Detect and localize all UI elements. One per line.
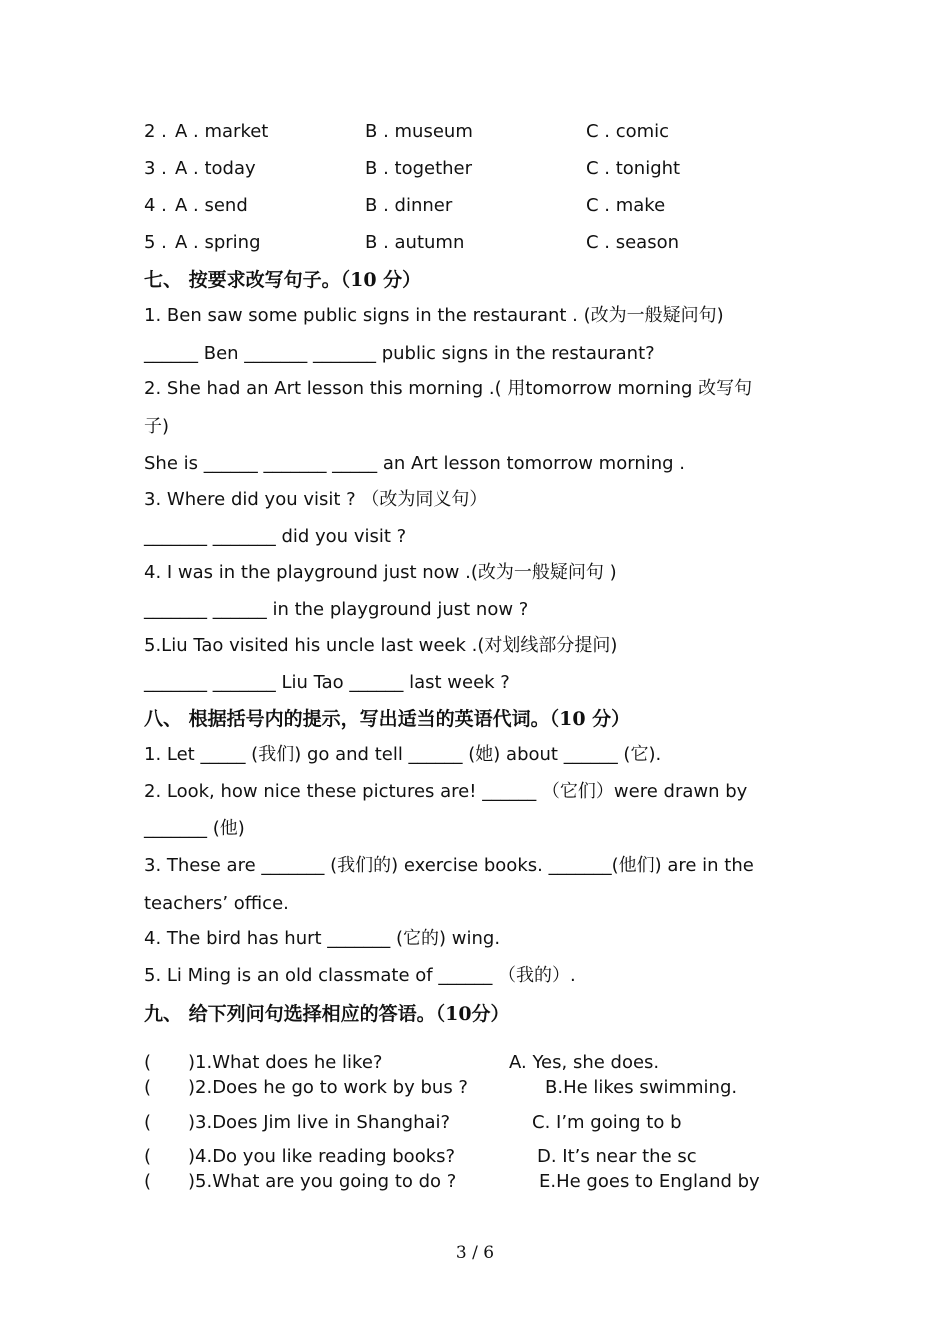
choice-option-c: C . comic (586, 121, 670, 142)
choice-option-b: B . together (365, 158, 473, 179)
section-8-line: 4. The bird has hurt _______ (它的) wing. (144, 928, 501, 949)
section-7-line: She is ______ _______ _____ an Art lesson tomorrow morning . (144, 453, 686, 474)
choice-number: 4 . (144, 195, 167, 216)
section-7-line: 5.Liu Tao visited his uncle last week .(对划线部分提问) (144, 635, 618, 656)
section-7-line: 2. She had an Art lesson this morning .( 用tomorrow morning 改写句 (144, 378, 753, 399)
section-8-line: 5. Li Ming is an old classmate of ______ （我的）. (144, 965, 576, 986)
choice-option-b: B . autumn (365, 232, 465, 253)
choice-option-c: C . season (586, 232, 680, 253)
section-7-line: 3. Where did you visit ? （改为同义句） (144, 489, 488, 510)
answer-paren: ( (144, 1052, 152, 1073)
section-7-line: _______ ______ in the playground just now ? (144, 599, 529, 620)
answer-paren: ( (144, 1146, 152, 1167)
answer-option: A. Yes, she does. (509, 1052, 660, 1073)
answer-paren: ( (144, 1112, 152, 1133)
question-text: )3.Does Jim live in Shanghai? (188, 1112, 451, 1133)
section-7-line: 1. Ben saw some public signs in the restaurant . (改为一般疑问句) (144, 305, 724, 326)
section-9-heading: 九、 给下列问句选择相应的答语。（10分） (144, 1003, 510, 1025)
section-7-line: _______ _______ did you visit ? (144, 526, 407, 547)
question-text: )1.What does he like? (188, 1052, 383, 1073)
choice-option-c: C . make (586, 195, 666, 216)
answer-option: D. It’s near the sc (537, 1146, 697, 1167)
section-8-line: 1. Let _____ (我们) go and tell ______ (她) about ______ (它). (144, 744, 662, 765)
page-number: 3 / 6 (455, 1243, 495, 1263)
choice-option-a: A . today (175, 158, 256, 179)
section-8-line: 2. Look, how nice these pictures are! ______ （它们）were drawn by (144, 781, 748, 802)
question-text: )4.Do you like reading books? (188, 1146, 456, 1167)
answer-paren: ( (144, 1077, 152, 1098)
section-8-heading: 八、 根据括号内的提示，写出适当的英语代词。（10 分） (144, 708, 631, 730)
answer-paren: ( (144, 1171, 152, 1192)
question-text: )5.What are you going to do ? (188, 1171, 457, 1192)
choice-option-a: A . send (175, 195, 248, 216)
choice-option-c: C . tonight (586, 158, 681, 179)
choice-option-b: B . dinner (365, 195, 453, 216)
choice-number: 5 . (144, 232, 167, 253)
section-7-line: ______ Ben _______ _______ public signs in the restaurant? (144, 343, 655, 364)
section-7-line: 4. I was in the playground just now .(改为一般疑问句 ) (144, 562, 617, 583)
choice-option-b: B . museum (365, 121, 473, 142)
section-7-heading: 七、 按要求改写句子。（10 分） (144, 269, 422, 291)
section-8-line: _______ (他) (144, 818, 245, 839)
section-8-line: teachers’ office. (144, 893, 289, 914)
section-7-line: _______ _______ Liu Tao ______ last week ? (144, 672, 510, 693)
choice-number: 2 . (144, 121, 167, 142)
question-text: )2.Does he go to work by bus ? (188, 1077, 468, 1098)
choice-number: 3 . (144, 158, 167, 179)
section-8-line: 3. These are _______ (我们的) exercise books. _______(他们) are in the (144, 855, 754, 876)
answer-option: B.He likes swimming. (545, 1077, 738, 1098)
choice-option-a: A . spring (175, 232, 261, 253)
choice-option-a: A . market (175, 121, 269, 142)
section-7-line: 子) (144, 416, 170, 437)
answer-option: C. I’m going to b (532, 1112, 682, 1133)
answer-option: E.He goes to England by (539, 1171, 760, 1192)
